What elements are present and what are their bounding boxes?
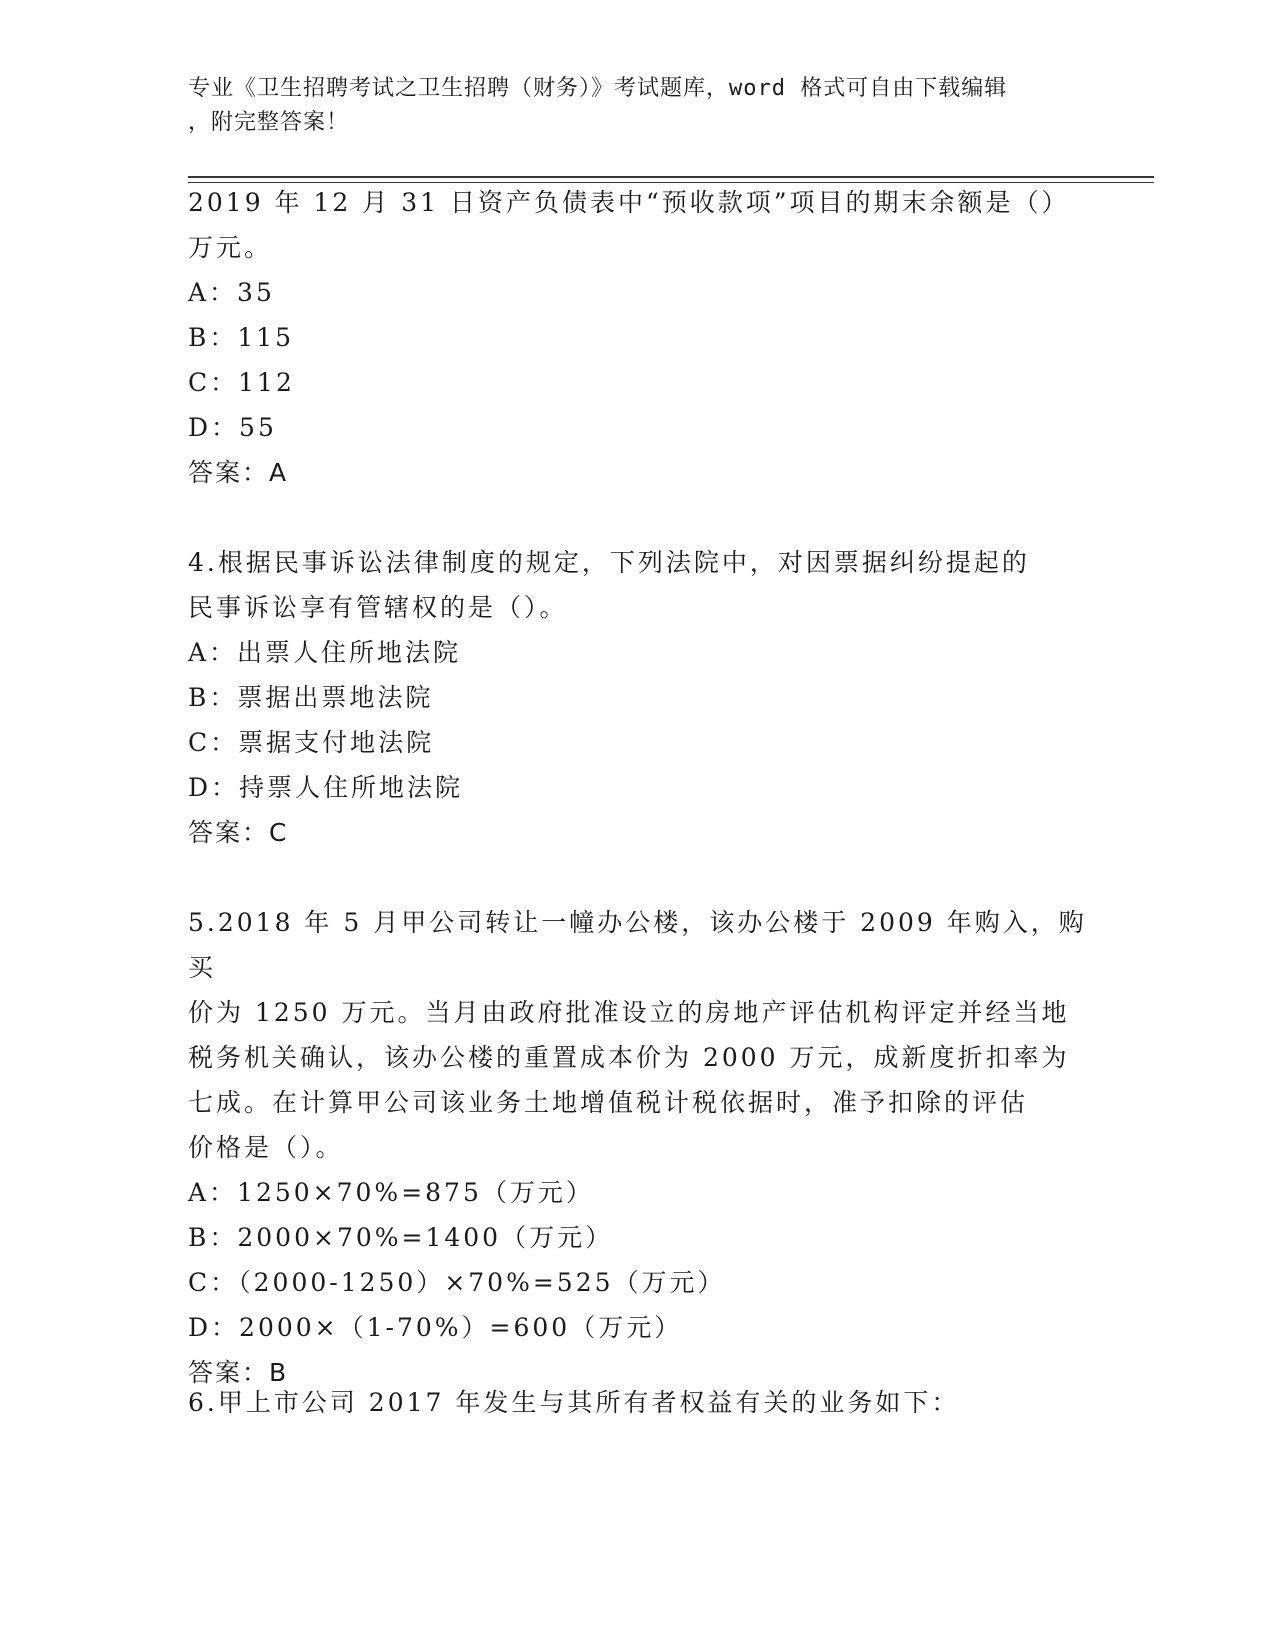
header-divider-thick: [188, 176, 1154, 178]
header-line-2: ，附完整答案！: [188, 110, 350, 135]
question-3-line-1: 2019 年 12 月 31 日资产负债表中“预收款项”项目的期末余额是（）: [188, 188, 1070, 217]
question-5-line-3: 税务机关确认，该办公楼的重置成本价为 2000 万元，成新度折扣率为: [188, 1043, 1070, 1072]
question-3-option-a: A：35: [188, 278, 275, 307]
question-3-option-b: B：115: [188, 323, 295, 352]
header-line-1: 专业《卫生招聘考试之卫生招聘（财务）》考试题库，word 格式可自由下载编辑: [188, 76, 1008, 101]
question-5-answer: 答案：B: [188, 1358, 289, 1387]
question-4-line-2: 民事诉讼享有管辖权的是（）。: [188, 593, 568, 622]
question-5-line-5: 价格是（）。: [188, 1133, 344, 1162]
question-4-line-1: 4.根据民事诉讼法律制度的规定，下列法院中，对因票据纠纷提起的: [188, 548, 1030, 577]
question-5-line-4: 七成。在计算甲公司该业务土地增值税计税依据时，准予扣除的评估: [188, 1088, 1029, 1117]
question-5-line-1: 5.2018 年 5 月甲公司转让一幢办公楼，该办公楼于 2009 年购入，购买: [188, 908, 1087, 982]
question-4: [188, 540, 1088, 855]
question-4-option-a: A：出票人住所地法院: [188, 638, 462, 667]
question-6-line-1: 6.甲上市公司 2017 年发生与其所有者权益有关的业务如下：: [188, 1388, 960, 1417]
question-4-answer: 答案：C: [188, 818, 289, 847]
question-3-option-c: C：112: [188, 368, 295, 397]
question-5-option-c: C：（2000-1250）×70%=525（万元）: [188, 1268, 726, 1297]
question-3-answer: 答案：A: [188, 458, 289, 487]
question-4-option-b: B：票据出票地法院: [188, 683, 434, 712]
question-4-option-c: C：票据支付地法院: [188, 728, 435, 757]
question-3-option-d: D：55: [188, 413, 277, 442]
question-5-line-2: 价为 1250 万元。当月由政府批准设立的房地产评估机构评定并经当地: [188, 998, 1070, 1027]
question-5-option-d: D：2000×（1-70%）=600（万元）: [188, 1313, 683, 1342]
question-6: [188, 1380, 1088, 1425]
question-5-option-a: A：1250×70%=875（万元）: [188, 1178, 594, 1207]
question-4-option-d: D：持票人住所地法院: [188, 773, 464, 802]
question-5: [188, 900, 1088, 1395]
question-3-line-2: 万元。: [188, 233, 273, 262]
question-3: [188, 180, 1088, 495]
question-5-option-b: B：2000×70%=1400（万元）: [188, 1223, 614, 1252]
document-header: [188, 72, 1068, 140]
